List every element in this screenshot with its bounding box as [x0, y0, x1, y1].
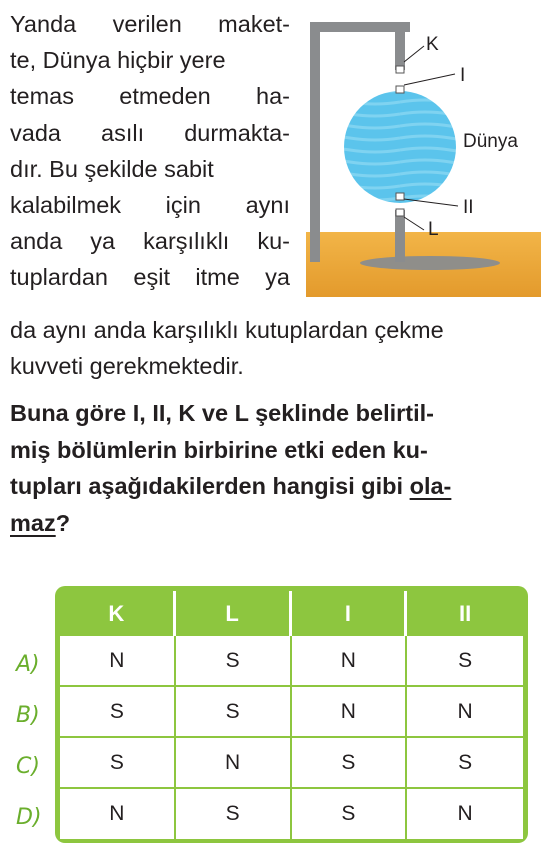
intro-line: anda ya karşılıklı ku- — [10, 228, 290, 255]
frame-support — [395, 210, 405, 262]
intro-line: temas etmeden ha- — [10, 83, 290, 110]
intro-line: Yanda verilen maket- — [10, 11, 290, 37]
table-row[interactable] — [60, 687, 523, 738]
pole-k-marker — [396, 66, 404, 73]
table-cell: S — [292, 789, 408, 839]
intro-continuation — [10, 312, 540, 384]
frame-post — [310, 22, 320, 262]
intro-line: tuplardan eşit itme ya — [10, 264, 290, 291]
intro-line: vada asılı durmakta- — [10, 119, 290, 146]
table-header-row — [60, 591, 523, 636]
figure-drawing — [300, 10, 541, 310]
header-l: L — [176, 591, 292, 636]
question-underline-a: ola- — [409, 473, 452, 500]
table-cell: N — [60, 789, 176, 839]
table-cell: N — [292, 636, 408, 687]
table-cell: S — [176, 789, 292, 839]
intro-line: te, Dünya hiçbir yere — [10, 47, 226, 74]
table-cell: S — [60, 738, 176, 789]
table-cell: S — [407, 738, 523, 789]
table-row[interactable] — [60, 636, 523, 687]
globe — [344, 91, 456, 203]
question-underline-b: maz — [10, 509, 56, 536]
answer-grid — [60, 591, 523, 839]
tail-line: da aynı anda karşılıklı kutuplardan çekme — [10, 317, 444, 343]
magnet-globe-figure — [300, 10, 541, 310]
table-cell: S — [176, 687, 292, 738]
frame-hanger — [395, 22, 405, 70]
table-cell: S — [176, 636, 292, 687]
answer-table — [55, 586, 528, 843]
pole-ii-marker — [396, 193, 404, 200]
leader-ii — [404, 199, 458, 206]
table-cell: S — [60, 687, 176, 738]
option-c-label[interactable]: C) — [16, 754, 40, 779]
pole-l-marker — [396, 209, 404, 216]
header-k: K — [60, 591, 176, 636]
option-d-label[interactable]: D) — [16, 805, 42, 830]
table-cell: N — [176, 738, 292, 789]
table-row[interactable] — [60, 738, 523, 789]
header-ii: II — [459, 600, 472, 626]
label-ii: II — [463, 197, 474, 218]
table-cell: N — [292, 687, 408, 738]
label-l: L — [428, 219, 439, 240]
question-text — [10, 395, 538, 541]
table-row[interactable] — [60, 789, 523, 839]
leader-l — [404, 217, 424, 230]
leader-k — [404, 46, 424, 62]
stand-base — [360, 256, 500, 270]
intro-line: dır. Bu şekilde sabit — [10, 155, 214, 182]
tail-line: kuvveti gerekmektedir. — [10, 353, 244, 379]
table-cell: N — [60, 636, 176, 687]
option-a-label[interactable]: A) — [16, 652, 40, 677]
label-i: I — [460, 65, 466, 86]
question-mark: ? — [55, 509, 71, 536]
table-cell: S — [292, 738, 408, 789]
table-cell: N — [407, 789, 523, 839]
table-cell: S — [407, 636, 523, 687]
option-b-label[interactable]: B) — [16, 703, 40, 728]
leader-i — [404, 74, 455, 85]
pole-i-marker — [396, 86, 404, 93]
intro-paragraph — [10, 6, 290, 296]
question-line: Buna göre I, II, K ve L şeklinde belirtil- — [10, 400, 434, 426]
label-k: K — [426, 34, 439, 55]
label-dunya: Dünya — [463, 131, 518, 152]
question-line: tupları aşağıdakilerden hangisi gibi — [10, 473, 410, 500]
intro-line: kalabilmek için aynı — [10, 192, 290, 219]
header-i: I — [292, 591, 408, 636]
question-line: miş bölümlerin birbirine etki eden ku- — [10, 436, 428, 463]
table-cell: N — [407, 687, 523, 738]
